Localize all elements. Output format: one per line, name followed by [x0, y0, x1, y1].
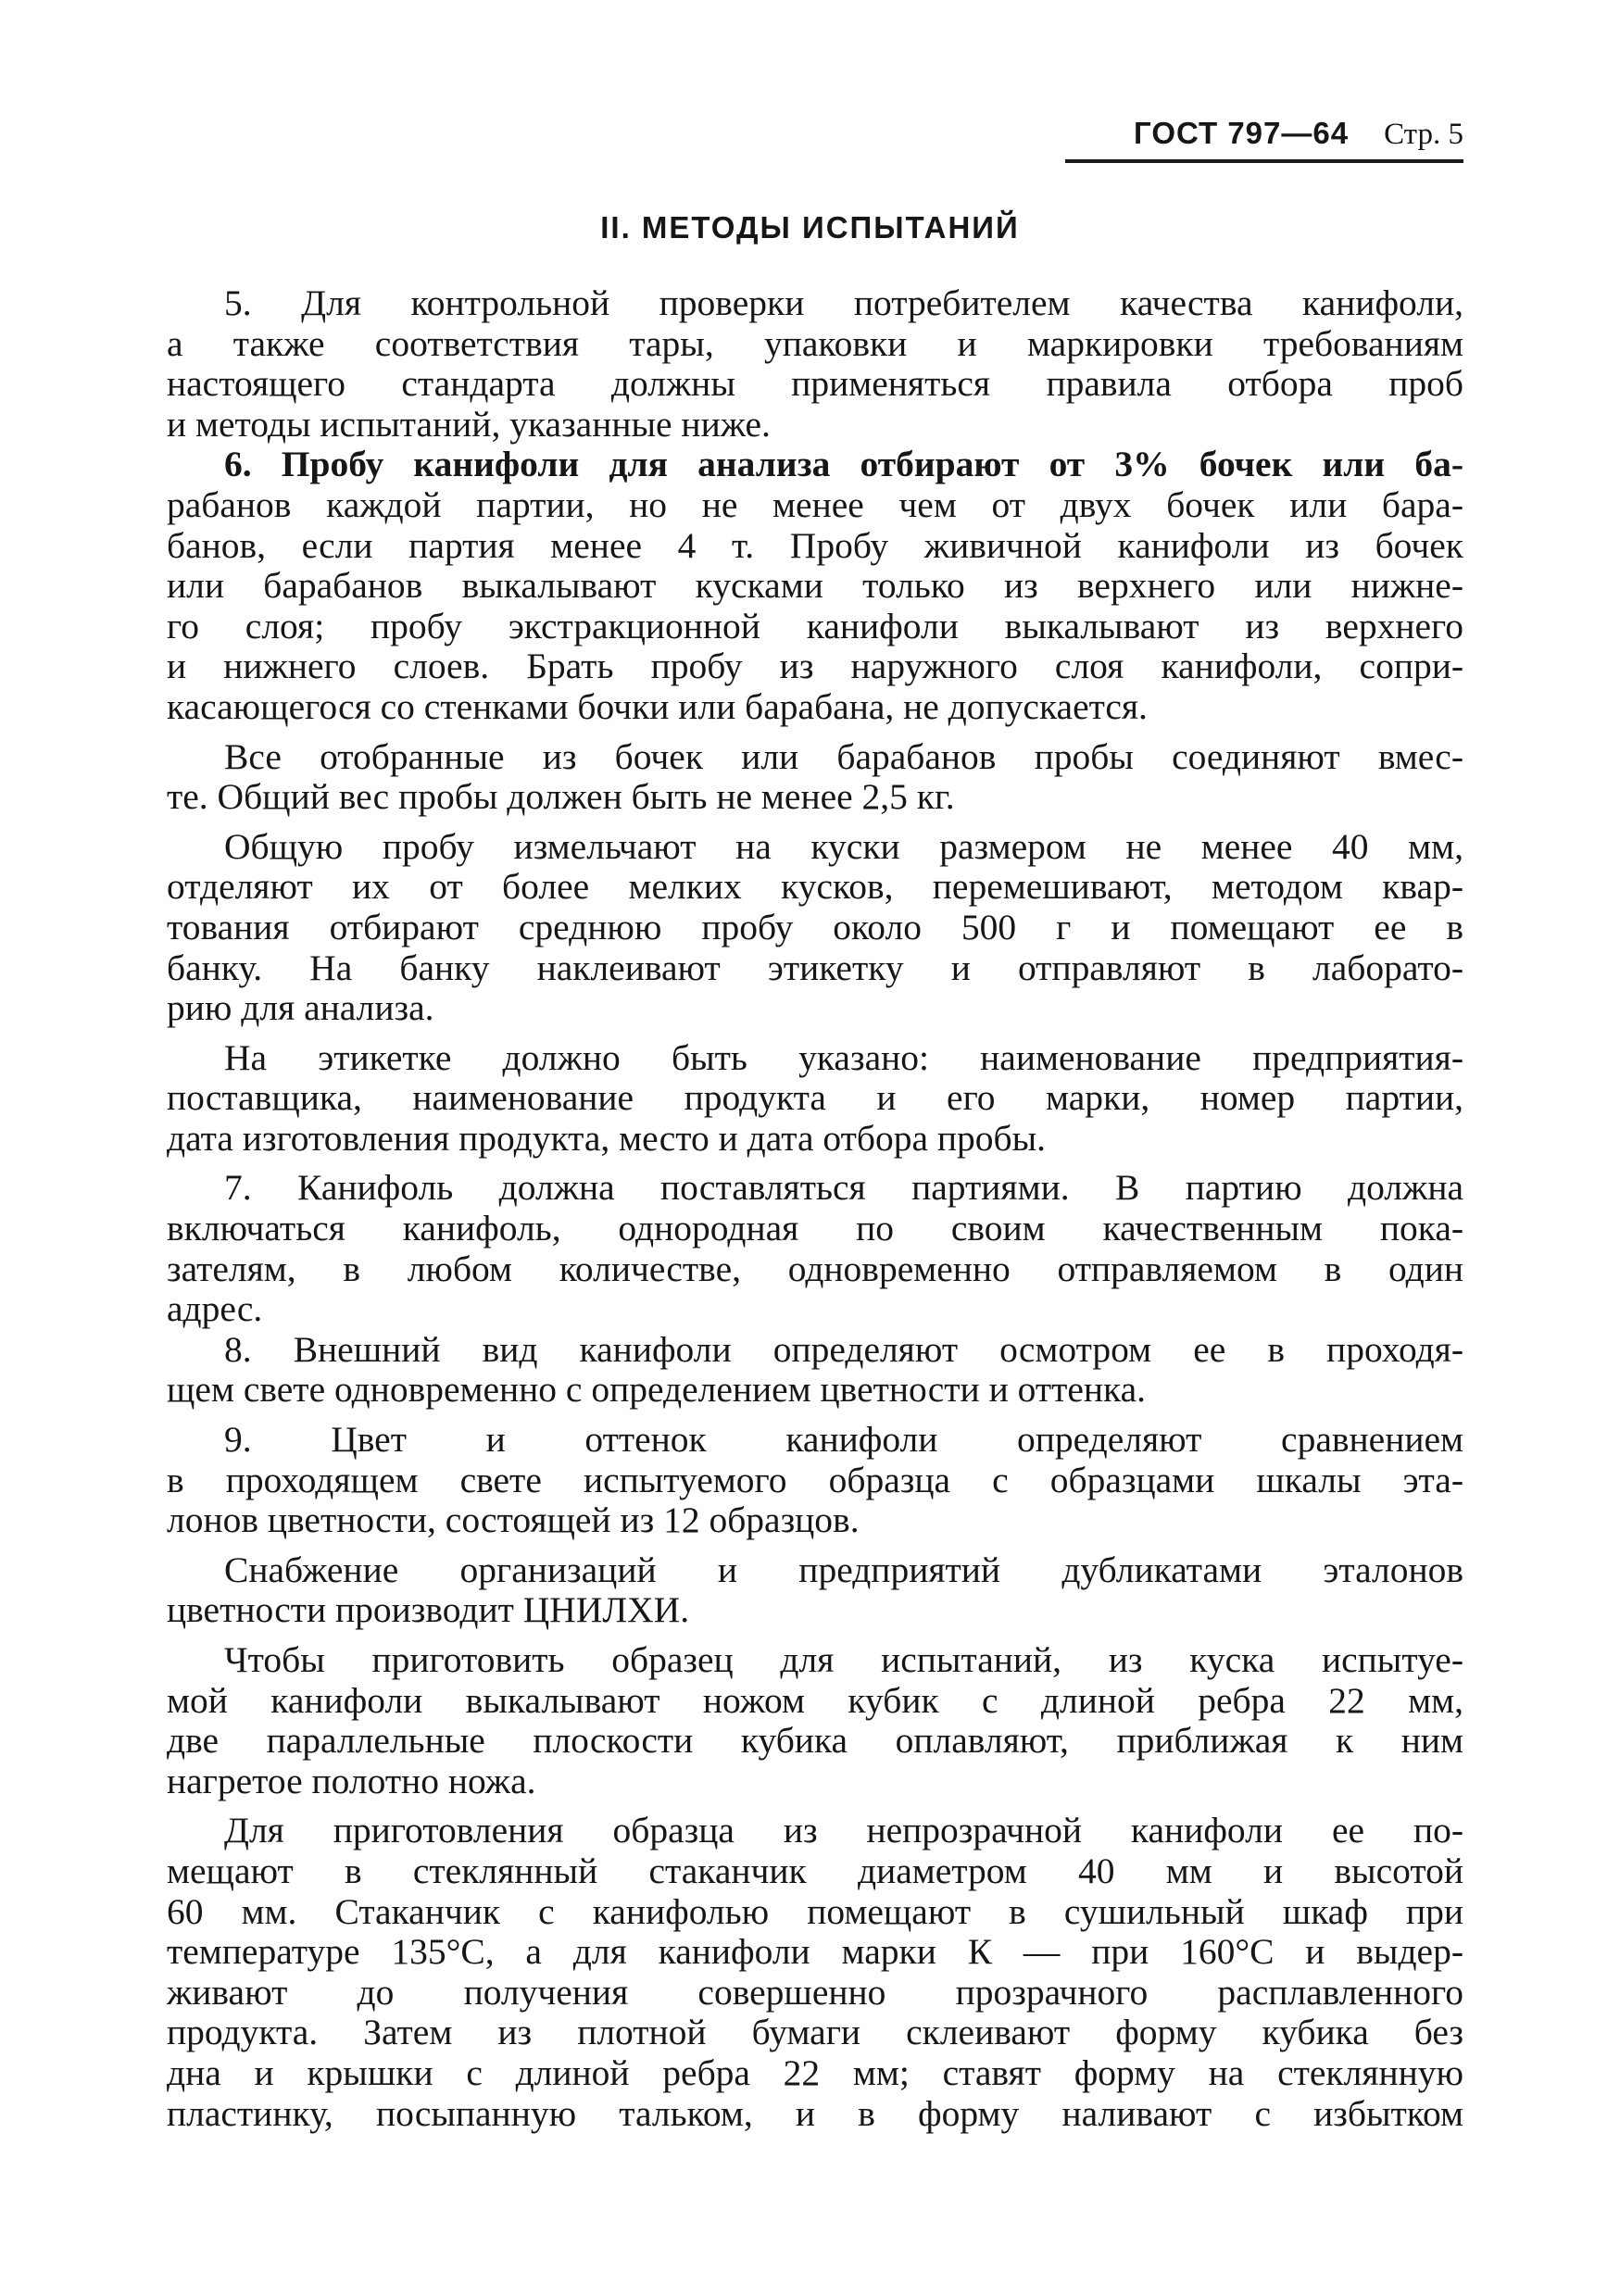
text-line: На этикетке должно быть указано: наименование предприятия-: [224, 1036, 1463, 1078]
paragraph-7: [167, 1168, 1463, 1329]
text-line: 8. Внешний вид канифоли определяют осмотром ее в проходя-: [224, 1328, 1463, 1370]
paragraph-6: [167, 445, 1463, 727]
text-line: щем свете одновременно с определением цветности и оттенка.: [167, 1369, 1147, 1411]
text-line: 7. Канифоль должна поставляться партиями. В партию должна: [224, 1167, 1463, 1209]
text-line: нагретое полотно ножа.: [167, 1760, 536, 1801]
paragraph-label: [167, 1038, 1463, 1160]
text-line: го слоя; пробу экстракционной канифоли выкалывают из верхнего: [167, 605, 1463, 646]
body-text: [167, 283, 1463, 2134]
text-line: 6. Пробу канифоли для анализа отбирают от 3% бочек или ба-: [224, 444, 1463, 485]
text-line: Общую пробу измельчают на куски размером не менее 40 мм,: [224, 825, 1463, 867]
paragraph-duplicates: [167, 1550, 1463, 1631]
text-line: цветности производит ЦНИЛХИ.: [167, 1589, 690, 1631]
text-line: продукта. Затем из плотной бумаги склеивают форму кубика без: [167, 2012, 1463, 2053]
text-line: 5. Для контрольной проверки потребителем качества канифоли,: [224, 282, 1463, 323]
text-line: пластинку, посыпанную тальком, и в форму наливают с избытком: [167, 2092, 1463, 2134]
text-line: адрес.: [167, 1288, 263, 1330]
text-line: те. Общий вес пробы должен быть не менее 2,5 кг.: [167, 776, 955, 818]
text-line: мой канифоли выкалывают ножом кубик с длиной ребра 22 мм,: [167, 1679, 1463, 1721]
text-line: 9. Цвет и оттенок канифоли определяют сравнением: [224, 1419, 1463, 1461]
text-line: дата изготовления продукта, место и дата отбора пробы.: [167, 1117, 1047, 1159]
text-line: а также соответствия тары, упаковки и маркировки требованиям: [167, 322, 1463, 364]
text-line: Чтобы приготовить образец для испытаний, из куска испытуе-: [224, 1639, 1463, 1680]
text-line: Снабжение организаций и предприятий дубликатами эталонов: [224, 1549, 1463, 1590]
paragraph-sample-combine: [167, 737, 1463, 818]
text-line: и нижнего слоев. Брать пробу из наружного слоя канифоли, сопри-: [167, 646, 1463, 687]
text-line: зателям, в любом количестве, одновременно отправляемом в один: [167, 1248, 1463, 1289]
text-line: банов, если партия менее 4 т. Пробу живичной канифоли из бочек: [167, 524, 1463, 566]
text-line: лонов цветности, состоящей из 12 образцов.: [167, 1499, 860, 1541]
text-line: дна и крышки с длиной ребра 22 мм; ставят форму на стеклянную: [167, 2051, 1463, 2093]
page-number: Стр. 5: [1384, 118, 1463, 151]
paragraph-cube-sample: [167, 1640, 1463, 1801]
text-line: в проходящем свете испытуемого образца с образцами шкалы эта-: [167, 1459, 1463, 1500]
text-line: включаться канифоль, однородная по своим качественным пока-: [167, 1208, 1463, 1249]
header-rule: [1065, 159, 1463, 163]
text-line: рабанов каждой партии, но не менее чем от двух бочек или бара-: [167, 483, 1463, 525]
text-line: или барабанов выкалывают кусками только из верхнего или нижне-: [167, 565, 1463, 607]
text-line: живают до получения совершенно прозрачного расплавленного: [167, 1971, 1463, 2013]
text-line: и методы испытаний, указанные ниже.: [167, 403, 771, 445]
paragraph-sample-grinding: [167, 827, 1463, 1029]
running-header: [1065, 109, 1463, 157]
paragraph-8: [167, 1330, 1463, 1411]
text-line: температуре 135°С, а для канифоли марки К — при 160°С и выдер-: [167, 1931, 1463, 1973]
text-line: настоящего стандарта должны применяться правила отбора проб: [167, 363, 1463, 405]
text-line: поставщика, наименование продукта и его марки, номер партии,: [167, 1077, 1463, 1119]
paragraph-5: [167, 283, 1463, 445]
text-line: рию для анализа.: [167, 987, 434, 1029]
text-line: банку. На банку наклеивают этикетку и отправляют в лаборато-: [167, 947, 1463, 988]
text-line: две параллельные плоскости кубика оплавляют, приближая к ним: [167, 1720, 1463, 1762]
text-line: 60 мм. Стаканчик с канифолью помещают в сушильный шкаф при: [167, 1890, 1463, 1932]
text-line: касающегося со стенками бочки или барабана, не допускается.: [167, 685, 1148, 727]
text-line: Для приготовления образца из непрозрачной канифоли ее по-: [224, 1810, 1463, 1851]
text-line: тования отбирают среднюю пробу около 500 г и помещают ее в: [167, 906, 1463, 947]
paragraph-9: [167, 1420, 1463, 1541]
text-line: отделяют их от более мелких кусков, перемешивают, методом квар-: [167, 866, 1463, 908]
text-line: Все отобранные из бочек или барабанов пробы соединяют вмес-: [224, 735, 1463, 777]
text-line: мещают в стеклянный стаканчик диаметром 40 мм и высотой: [167, 1850, 1463, 1891]
standard-number: ГОСТ 797—64: [1134, 116, 1350, 150]
paragraph-opaque-rosin: [167, 1811, 1463, 2134]
section-title: II. МЕТОДЫ ИСПЫТАНИЙ: [600, 210, 1020, 245]
